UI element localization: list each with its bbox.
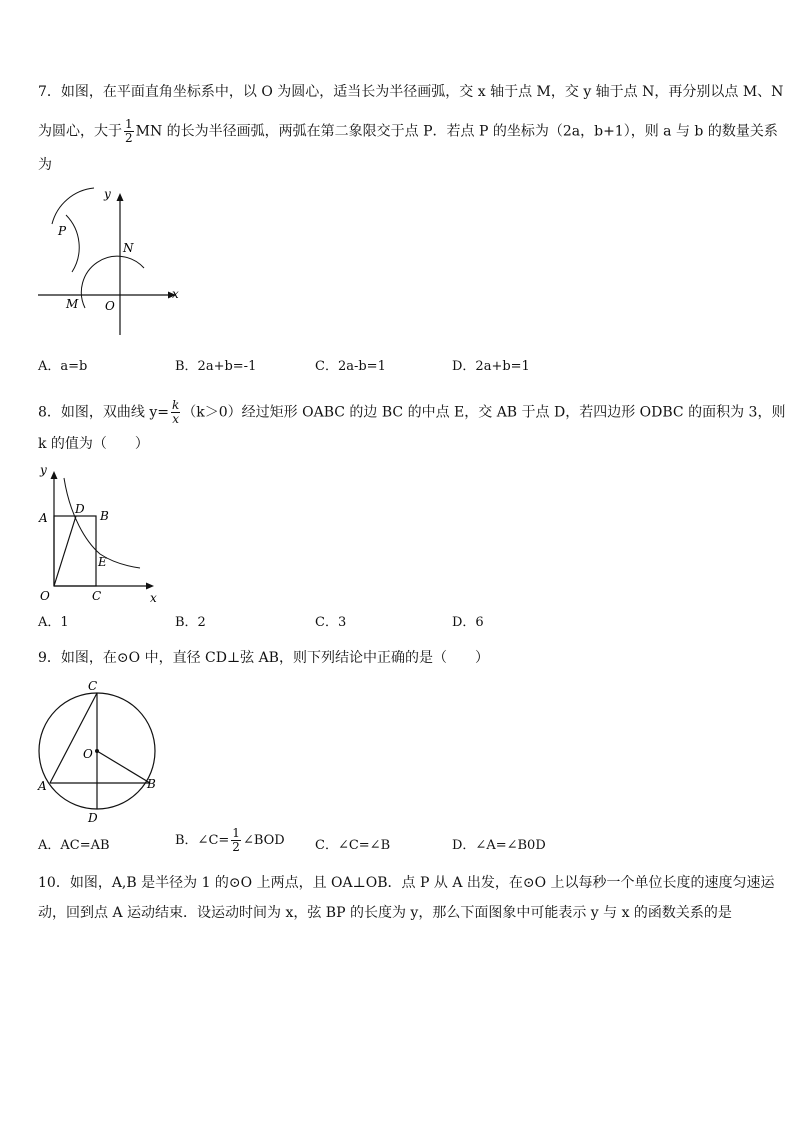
q9-label-b: B <box>147 777 156 791</box>
q8-stem-line1-pre: 8．如图，双曲线 y= <box>38 404 169 421</box>
q7-label-o: O <box>105 299 115 313</box>
q9-option-b-post: ∠BOD <box>242 833 285 848</box>
q9-option-a[interactable]: A．AC=AB <box>38 838 110 853</box>
q9-option-b-den: 2 <box>232 840 240 854</box>
q10-stem-line1: 10．如图，A,B 是半径为 1 的⊙O 上两点，且 OA⊥OB．点 P 从 A 出发，在⊙O 上以每秒一个单位长度的速度匀速运 <box>38 875 775 891</box>
q8-option-b[interactable]: B．2 <box>175 615 206 630</box>
q9-stem-line1: 9．如图，在⊙O 中，直径 CD⊥弦 AB，则下列结论中正确的是（ ） <box>38 650 489 666</box>
q8-frac-num: k <box>172 398 180 412</box>
q7-arc-from-m <box>66 215 79 272</box>
q7-figure <box>30 180 190 345</box>
q7-label-n: N <box>123 241 134 255</box>
q9-segment-ac <box>50 693 97 783</box>
q8-frac-den: x <box>172 412 180 426</box>
q7-label-x: x <box>172 287 179 301</box>
q7-option-d[interactable]: D．2a+b=1 <box>452 359 530 374</box>
q8-stem-line1 <box>38 399 785 426</box>
q8-fraction <box>171 399 180 426</box>
q7-option-a[interactable]: A．a=b <box>38 359 88 374</box>
q9-segment-ob <box>97 751 150 783</box>
q8-label-x: x <box>150 591 157 604</box>
q7-stem-line1: 7．如图，在平面直角坐标系中，以 O 为圆心，适当长为半径画弧，交 x 轴于点 M，交 y 轴于点 N，再分别以点 M、N <box>38 84 784 100</box>
q8-stem-line1-post: （k＞0）经过矩形 OABC 的边 BC 的中点 E，交 AB 于点 D，若四边形 ODBC 的面积为 3，则 <box>182 404 786 421</box>
q9-option-b[interactable] <box>175 827 285 854</box>
q7-label-p: P <box>58 224 67 238</box>
q8-label-e: E <box>98 555 107 569</box>
q8-option-c[interactable]: C．3 <box>315 615 347 630</box>
q8-x-arrow <box>146 583 154 590</box>
q10-stem-line2: 动，回到点 A 运动结束．设运动时间为 x，弦 BP 的长度为 y，那么下面图象中可能表示 y 与 x 的函数关系的是 <box>38 905 732 921</box>
q9-center-dot <box>95 749 99 753</box>
q8-option-a[interactable]: A．1 <box>38 615 69 630</box>
q8-y-arrow <box>51 471 58 479</box>
q7-y-arrow <box>117 193 124 201</box>
q9-option-b-pre: B．∠C= <box>175 833 230 848</box>
q8-label-y: y <box>40 463 47 477</box>
q8-label-o: O <box>40 589 50 603</box>
q7-frac-num: 1 <box>125 117 133 131</box>
q9-figure <box>30 676 170 826</box>
q7-frac-den: 2 <box>125 131 133 145</box>
q9-option-b-fraction <box>231 827 241 854</box>
q8-option-d[interactable]: D．6 <box>452 615 484 630</box>
q9-option-c[interactable]: C．∠C=∠B <box>315 838 391 853</box>
q9-option-d[interactable]: D．∠A=∠B0D <box>452 838 546 853</box>
q7-stem-line2-post: MN 的长为半径画弧，两弧在第二象限交于点 P．若点 P 的坐标为（2a，b+1），则 a 与 b 的数量关系 <box>135 123 778 140</box>
q7-option-b[interactable]: B．2a+b=-1 <box>175 359 257 374</box>
q7-label-m: M <box>66 297 79 311</box>
q8-stem-line2: k 的值为（ ） <box>38 436 149 452</box>
q9-label-o: O <box>83 747 93 761</box>
q8-figure <box>30 462 170 604</box>
q7-fraction <box>124 118 134 145</box>
q9-label-d: D <box>88 811 98 825</box>
q8-segment-od <box>54 516 76 586</box>
q9-label-a: A <box>38 779 47 793</box>
q8-label-c: C <box>92 589 102 603</box>
q7-option-c[interactable]: C．2a-b=1 <box>315 359 386 374</box>
q7-stem-line3: 为 <box>38 157 52 173</box>
q7-arc-from-n <box>52 188 94 224</box>
q8-label-b: B <box>100 509 109 523</box>
q8-label-d: D <box>75 502 85 516</box>
q9-option-b-num: 1 <box>232 826 240 840</box>
q8-rectangle-oabc <box>54 516 96 586</box>
q7-stem-line2 <box>38 118 778 145</box>
q9-label-c: C <box>88 679 98 693</box>
q7-stem-line2-pre: 为圆心，大于 <box>38 123 122 140</box>
q7-label-y: y <box>104 187 111 201</box>
q8-label-a: A <box>39 511 48 525</box>
